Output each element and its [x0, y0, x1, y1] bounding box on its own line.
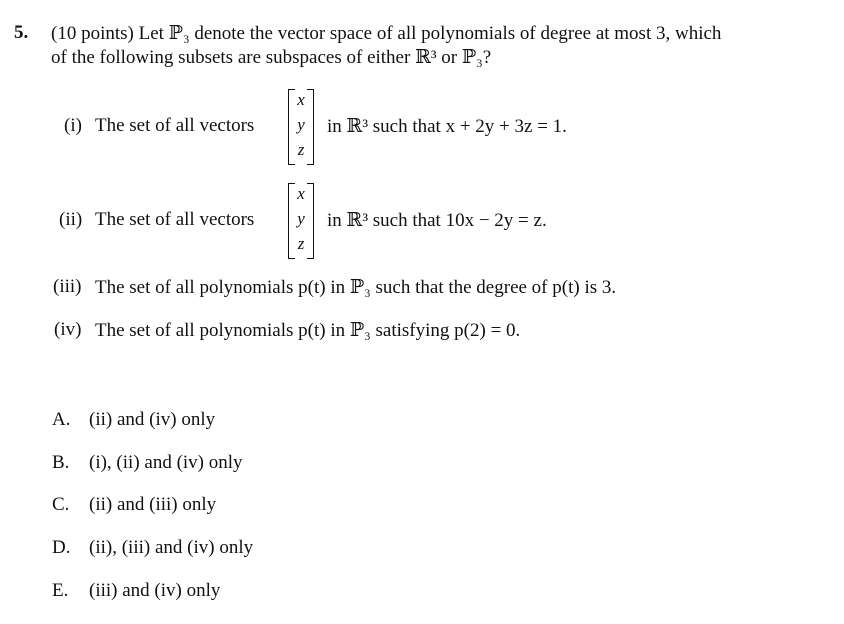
choice-c-letter: C. — [52, 494, 70, 515]
item-ii-vector — [288, 183, 314, 259]
choice-e-text[interactable]: (iii) and (iv) only — [89, 580, 221, 601]
question-number: 5. — [14, 22, 29, 43]
vector-entry-y: y — [297, 209, 305, 228]
item-ii-text-after: in ℝ³ such that 10x − 2y = z. — [327, 210, 547, 231]
choice-c-text[interactable]: (ii) and (iii) only — [89, 494, 217, 515]
choice-b-text[interactable]: (i), (ii) and (iv) only — [89, 452, 243, 473]
item-ii-text-before: The set of all vectors — [95, 209, 255, 230]
item-ii-label: (ii) — [59, 209, 83, 230]
item-iv-text: The set of all polynomials p(t) in ℙ₃ satisfying p(2) = 0. — [95, 320, 521, 341]
item-i-vector — [288, 89, 314, 165]
vector-entry-x: x — [297, 90, 305, 109]
item-iii-text: The set of all polynomials p(t) in ℙ₃ such that the degree of p(t) is 3. — [95, 277, 617, 298]
item-iii-label: (iii) — [53, 276, 82, 297]
vector-entry-z: z — [297, 140, 305, 159]
item-iv-label: (iv) — [54, 319, 82, 340]
choice-a-letter: A. — [52, 409, 71, 430]
choice-b-letter: B. — [52, 452, 70, 473]
question-line-2: of the following subsets are subspaces of either ℝ³ or ℙ₃? — [51, 47, 492, 68]
vector-entry-y: y — [297, 115, 305, 134]
choice-e-letter: E. — [52, 580, 69, 601]
choice-d-letter: D. — [52, 537, 71, 558]
vector-entry-x: x — [297, 184, 305, 203]
choice-d-text[interactable]: (ii), (iii) and (iv) only — [89, 537, 254, 558]
item-i-text-after: in ℝ³ such that x + 2y + 3z = 1. — [327, 116, 567, 137]
item-i-label: (i) — [64, 115, 82, 136]
item-i-text-before: The set of all vectors — [95, 115, 255, 136]
question-line-1: (10 points) Let ℙ₃ denote the vector space of all polynomials of degree at most 3, which — [51, 23, 722, 44]
vector-entry-z: z — [297, 234, 305, 253]
choice-a-text[interactable]: (ii) and (iv) only — [89, 409, 216, 430]
